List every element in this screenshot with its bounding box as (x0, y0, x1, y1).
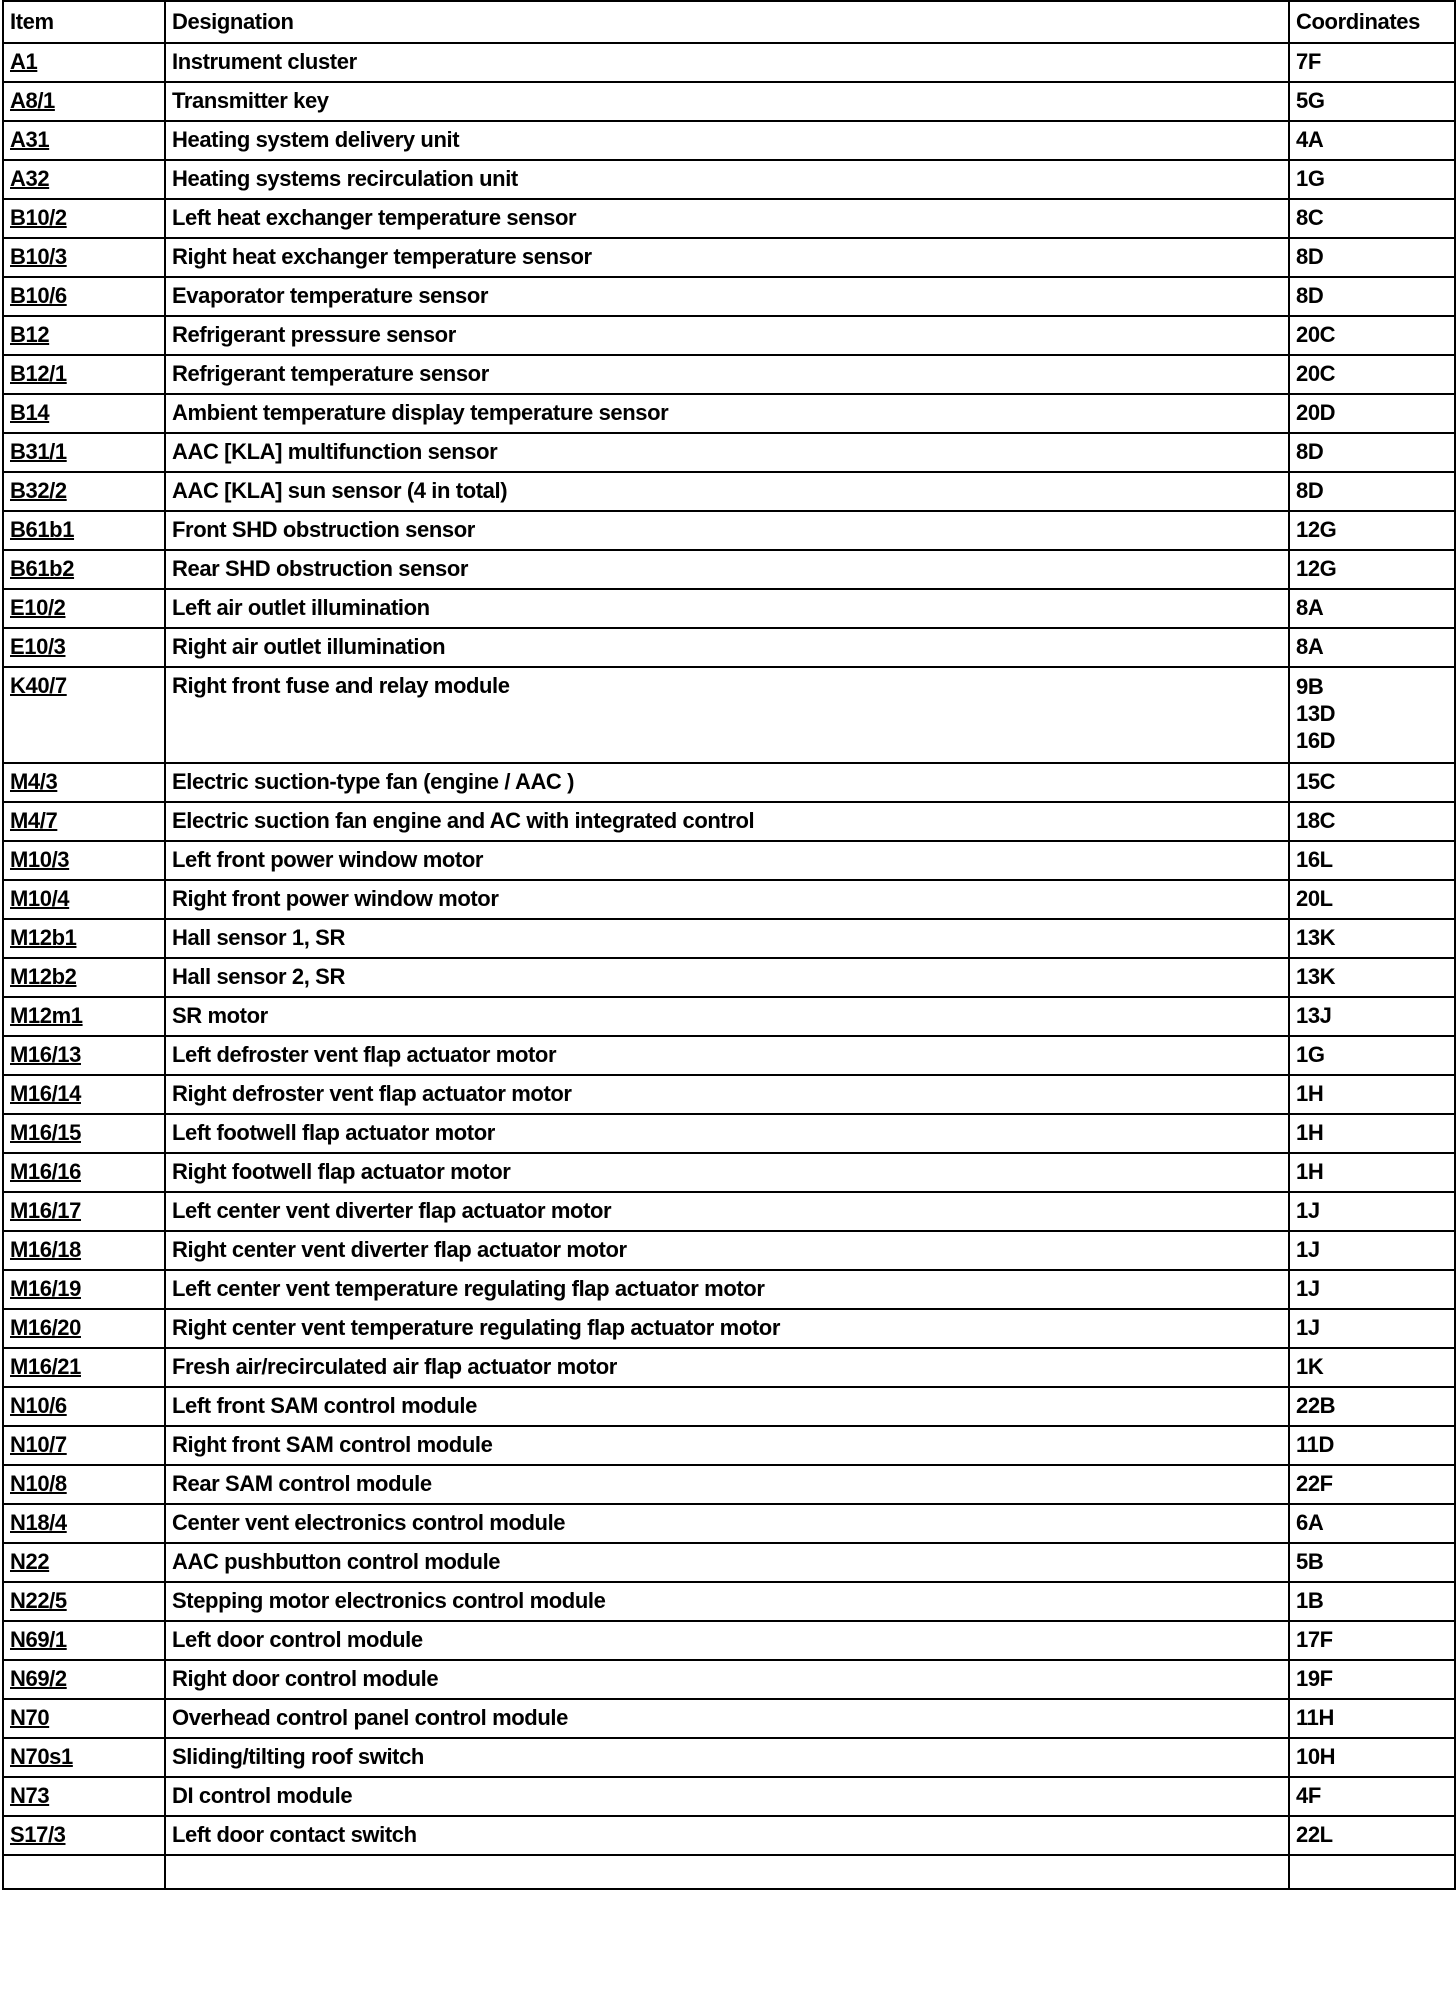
item-link[interactable]: N18/4 (10, 1510, 67, 1535)
item-link[interactable]: M16/13 (10, 1042, 81, 1067)
table-row (3, 1426, 1455, 1465)
designation-cell: Left center vent temperature regulating flap actuator motor (165, 1270, 1289, 1309)
item-link[interactable]: N70s1 (10, 1744, 73, 1769)
coordinates-cell: 20D (1289, 394, 1455, 433)
item-link[interactable]: S17/3 (10, 1822, 66, 1847)
table-row (3, 1660, 1455, 1699)
designation-cell: Right front power window motor (165, 880, 1289, 919)
table-row (3, 472, 1455, 511)
item-cell (3, 1192, 165, 1231)
designation-cell: Rear SHD obstruction sensor (165, 550, 1289, 589)
table-row (3, 1777, 1455, 1816)
designation-cell: Left center vent diverter flap actuator motor (165, 1192, 1289, 1231)
table-row (3, 1075, 1455, 1114)
item-cell (3, 121, 165, 160)
coordinates-cell: 5B (1289, 1543, 1455, 1582)
item-cell (3, 802, 165, 841)
designation-cell: Refrigerant temperature sensor (165, 355, 1289, 394)
coordinates-cell: 4F (1289, 1777, 1455, 1816)
table-row (3, 1153, 1455, 1192)
item-cell (3, 199, 165, 238)
designation-cell: Overhead control panel control module (165, 1699, 1289, 1738)
coordinates-cell: 17F (1289, 1621, 1455, 1660)
designation-cell: Hall sensor 2, SR (165, 958, 1289, 997)
item-cell (3, 394, 165, 433)
table-row (3, 1231, 1455, 1270)
coordinates-cell: 12G (1289, 511, 1455, 550)
table-row (3, 433, 1455, 472)
designation-cell: Left door control module (165, 1621, 1289, 1660)
designation-cell: Left door contact switch (165, 1816, 1289, 1855)
coordinate-value: 9B (1296, 674, 1324, 699)
item-link[interactable]: K40/7 (10, 673, 67, 698)
item-cell (3, 628, 165, 667)
item-cell (3, 997, 165, 1036)
table-row (3, 43, 1455, 82)
designation-cell: Left air outlet illumination (165, 589, 1289, 628)
table-row (3, 82, 1455, 121)
designation-cell: Left defroster vent flap actuator motor (165, 1036, 1289, 1075)
item-link[interactable]: B14 (10, 400, 50, 425)
coordinates-cell: 1H (1289, 1075, 1455, 1114)
designation-cell: Sliding/tilting roof switch (165, 1738, 1289, 1777)
item-link[interactable]: N10/8 (10, 1471, 67, 1496)
coordinates-cell: 22F (1289, 1465, 1455, 1504)
coordinates-cell: 20L (1289, 880, 1455, 919)
item-cell (3, 1426, 165, 1465)
table-row (3, 1465, 1455, 1504)
item-link[interactable]: E10/2 (10, 595, 66, 620)
coordinates-cell: 15C (1289, 763, 1455, 802)
coordinates-cell: 1H (1289, 1114, 1455, 1153)
designation-cell: Fresh air/recirculated air flap actuator motor (165, 1348, 1289, 1387)
designation-cell: Electric suction-type fan (engine / AAC ) (165, 763, 1289, 802)
item-cell (3, 1465, 165, 1504)
coordinates-cell: 8D (1289, 433, 1455, 472)
table-row (3, 1270, 1455, 1309)
designation-cell: Rear SAM control module (165, 1465, 1289, 1504)
designation-cell: Left front power window motor (165, 841, 1289, 880)
item-cell (3, 880, 165, 919)
item-cell (3, 82, 165, 121)
table-row (3, 1309, 1455, 1348)
item-link[interactable]: E10/3 (10, 634, 66, 659)
table-row (3, 763, 1455, 802)
coordinates-cell: 8D (1289, 238, 1455, 277)
designation-cell: Heating system delivery unit (165, 121, 1289, 160)
item-link[interactable]: N10/6 (10, 1393, 67, 1418)
table-row (3, 238, 1455, 277)
designation-cell: AAC pushbutton control module (165, 1543, 1289, 1582)
item-link[interactable]: A32 (10, 166, 50, 191)
table-row (3, 199, 1455, 238)
table-row (3, 1504, 1455, 1543)
coordinate-value: 13D (1296, 701, 1336, 726)
item-link[interactable]: M12b2 (10, 964, 77, 989)
table-row (3, 1816, 1455, 1855)
table-row (3, 316, 1455, 355)
table-row (3, 1738, 1455, 1777)
table-row (3, 1348, 1455, 1387)
coordinates-cell: 12G (1289, 550, 1455, 589)
header-row (3, 1, 1455, 43)
designation-cell: DI control module (165, 1777, 1289, 1816)
item-link[interactable]: N22/5 (10, 1588, 67, 1613)
designation-cell: Hall sensor 1, SR (165, 919, 1289, 958)
empty-cell (1289, 1855, 1455, 1889)
coordinates-cell (1289, 667, 1455, 763)
designation-cell: Right center vent temperature regulating flap actuator motor (165, 1309, 1289, 1348)
table-row (3, 1114, 1455, 1153)
coordinates-cell: 19F (1289, 1660, 1455, 1699)
coordinates-cell: 13K (1289, 919, 1455, 958)
component-legend-table (2, 0, 1456, 1890)
table-row (3, 841, 1455, 880)
item-cell (3, 1387, 165, 1426)
item-link[interactable]: M16/19 (10, 1276, 81, 1301)
table-row (3, 628, 1455, 667)
table-row (3, 802, 1455, 841)
designation-cell: Right door control module (165, 1660, 1289, 1699)
coordinates-cell: 4A (1289, 121, 1455, 160)
item-link[interactable]: B31/1 (10, 439, 67, 464)
table-row (3, 919, 1455, 958)
designation-cell: Left front SAM control module (165, 1387, 1289, 1426)
designation-cell: Left footwell flap actuator motor (165, 1114, 1289, 1153)
item-link[interactable]: N69/2 (10, 1666, 67, 1691)
item-cell (3, 958, 165, 997)
item-cell (3, 589, 165, 628)
coordinates-cell: 1B (1289, 1582, 1455, 1621)
item-link[interactable]: B61b1 (10, 517, 75, 542)
designation-cell: Right air outlet illumination (165, 628, 1289, 667)
item-link[interactable]: M16/14 (10, 1081, 81, 1106)
item-cell (3, 1738, 165, 1777)
table-row (3, 121, 1455, 160)
item-link[interactable]: A31 (10, 127, 50, 152)
designation-cell: Right heat exchanger temperature sensor (165, 238, 1289, 277)
coordinates-cell: 22L (1289, 1816, 1455, 1855)
table-row (3, 880, 1455, 919)
item-link[interactable]: M16/15 (10, 1120, 81, 1145)
designation-cell: Stepping motor electronics control module (165, 1582, 1289, 1621)
header-coordinates: Coordinates (1289, 1, 1455, 43)
coordinates-cell: 1H (1289, 1153, 1455, 1192)
coordinates-cell: 16L (1289, 841, 1455, 880)
item-cell (3, 316, 165, 355)
item-link[interactable]: M16/17 (10, 1198, 81, 1223)
item-link[interactable]: M10/3 (10, 847, 70, 872)
item-link[interactable]: A8/1 (10, 88, 55, 113)
item-link[interactable]: N69/1 (10, 1627, 67, 1652)
item-cell (3, 1816, 165, 1855)
coordinates-cell: 1J (1289, 1270, 1455, 1309)
empty-cell (165, 1855, 1289, 1889)
item-cell (3, 1582, 165, 1621)
designation-cell: Transmitter key (165, 82, 1289, 121)
coordinates-cell: 7F (1289, 43, 1455, 82)
designation-cell: Right front fuse and relay module (165, 667, 1289, 763)
table-row (3, 550, 1455, 589)
empty-row (3, 1855, 1455, 1889)
table-row (3, 511, 1455, 550)
item-cell (3, 433, 165, 472)
item-link[interactable]: M12b1 (10, 925, 77, 950)
coordinates-cell: 8D (1289, 277, 1455, 316)
designation-cell: Ambient temperature display temperature sensor (165, 394, 1289, 433)
empty-cell (3, 1855, 165, 1889)
designation-cell: Refrigerant pressure sensor (165, 316, 1289, 355)
item-cell (3, 1309, 165, 1348)
item-link[interactable]: B10/3 (10, 244, 67, 269)
table-row (3, 394, 1455, 433)
item-cell (3, 1504, 165, 1543)
table-row (3, 160, 1455, 199)
item-cell (3, 1114, 165, 1153)
coordinates-cell: 1G (1289, 1036, 1455, 1075)
item-cell (3, 667, 165, 763)
item-link[interactable]: M16/18 (10, 1237, 81, 1262)
coordinates-cell: 13K (1289, 958, 1455, 997)
table-row (3, 1582, 1455, 1621)
designation-cell: Electric suction fan engine and AC with integrated control (165, 802, 1289, 841)
coordinates-cell: 20C (1289, 316, 1455, 355)
item-link[interactable]: M16/16 (10, 1159, 81, 1184)
item-link[interactable]: M16/20 (10, 1315, 81, 1340)
item-cell (3, 763, 165, 802)
item-link[interactable]: M4/7 (10, 808, 58, 833)
designation-cell: Heating systems recirculation unit (165, 160, 1289, 199)
table-row (3, 1387, 1455, 1426)
designation-cell: Right center vent diverter flap actuator motor (165, 1231, 1289, 1270)
header-designation: Designation (165, 1, 1289, 43)
coordinates-cell: 1J (1289, 1192, 1455, 1231)
item-link[interactable]: B12 (10, 322, 50, 347)
table-row (3, 1699, 1455, 1738)
item-link[interactable]: M16/21 (10, 1354, 81, 1379)
coordinates-cell: 18C (1289, 802, 1455, 841)
item-cell (3, 1621, 165, 1660)
coordinates-cell: 13J (1289, 997, 1455, 1036)
item-link[interactable]: B32/2 (10, 478, 67, 503)
item-cell (3, 1036, 165, 1075)
coordinates-cell: 6A (1289, 1504, 1455, 1543)
coordinates-cell: 8A (1289, 628, 1455, 667)
coordinates-cell: 8D (1289, 472, 1455, 511)
item-link[interactable]: N70 (10, 1705, 50, 1730)
item-cell (3, 511, 165, 550)
coordinates-cell: 11H (1289, 1699, 1455, 1738)
table-row (3, 1036, 1455, 1075)
coordinates-cell: 10H (1289, 1738, 1455, 1777)
item-link[interactable]: N10/7 (10, 1432, 67, 1457)
item-link[interactable]: N22 (10, 1549, 50, 1574)
legend-body (3, 43, 1455, 1889)
item-cell (3, 1231, 165, 1270)
table-row (3, 1543, 1455, 1582)
coordinates-cell: 1J (1289, 1231, 1455, 1270)
item-cell (3, 238, 165, 277)
coordinates-cell: 8A (1289, 589, 1455, 628)
item-cell (3, 1699, 165, 1738)
coordinates-cell: 1G (1289, 160, 1455, 199)
item-link[interactable]: B12/1 (10, 361, 67, 386)
table-row (3, 1621, 1455, 1660)
item-cell (3, 1348, 165, 1387)
item-cell (3, 1075, 165, 1114)
item-link[interactable]: M12m1 (10, 1003, 83, 1028)
item-cell (3, 160, 165, 199)
item-link[interactable]: M10/4 (10, 886, 70, 911)
item-cell (3, 355, 165, 394)
item-cell (3, 277, 165, 316)
designation-cell: Instrument cluster (165, 43, 1289, 82)
item-link[interactable]: B10/2 (10, 205, 67, 230)
item-link[interactable]: B61b2 (10, 556, 75, 581)
table-row (3, 589, 1455, 628)
item-cell (3, 550, 165, 589)
item-link[interactable]: N73 (10, 1783, 50, 1808)
item-cell (3, 841, 165, 880)
item-cell (3, 43, 165, 82)
designation-cell: Left heat exchanger temperature sensor (165, 199, 1289, 238)
item-link[interactable]: A1 (10, 49, 38, 74)
table-row (3, 277, 1455, 316)
designation-cell: Center vent electronics control module (165, 1504, 1289, 1543)
coordinates-cell: 1K (1289, 1348, 1455, 1387)
coordinates-cell: 1J (1289, 1309, 1455, 1348)
designation-cell: Right defroster vent flap actuator motor (165, 1075, 1289, 1114)
item-link[interactable]: B10/6 (10, 283, 67, 308)
designation-cell: SR motor (165, 997, 1289, 1036)
table-row (3, 667, 1455, 763)
coordinate-value: 16D (1296, 728, 1336, 753)
table-row (3, 355, 1455, 394)
table-row (3, 1192, 1455, 1231)
item-link[interactable]: M4/3 (10, 769, 58, 794)
designation-cell: Evaporator temperature sensor (165, 277, 1289, 316)
table-row (3, 997, 1455, 1036)
designation-cell: AAC [KLA] multifunction sensor (165, 433, 1289, 472)
item-cell (3, 1543, 165, 1582)
designation-cell: Right footwell flap actuator motor (165, 1153, 1289, 1192)
coordinates-cell: 5G (1289, 82, 1455, 121)
item-cell (3, 919, 165, 958)
item-cell (3, 1660, 165, 1699)
coordinates-cell: 11D (1289, 1426, 1455, 1465)
designation-cell: Right front SAM control module (165, 1426, 1289, 1465)
item-cell (3, 472, 165, 511)
item-cell (3, 1777, 165, 1816)
designation-cell: Front SHD obstruction sensor (165, 511, 1289, 550)
coordinates-cell: 20C (1289, 355, 1455, 394)
item-cell (3, 1270, 165, 1309)
table-row (3, 958, 1455, 997)
header-item: Item (3, 1, 165, 43)
coordinates-cell: 8C (1289, 199, 1455, 238)
item-cell (3, 1153, 165, 1192)
designation-cell: AAC [KLA] sun sensor (4 in total) (165, 472, 1289, 511)
coordinates-cell: 22B (1289, 1387, 1455, 1426)
